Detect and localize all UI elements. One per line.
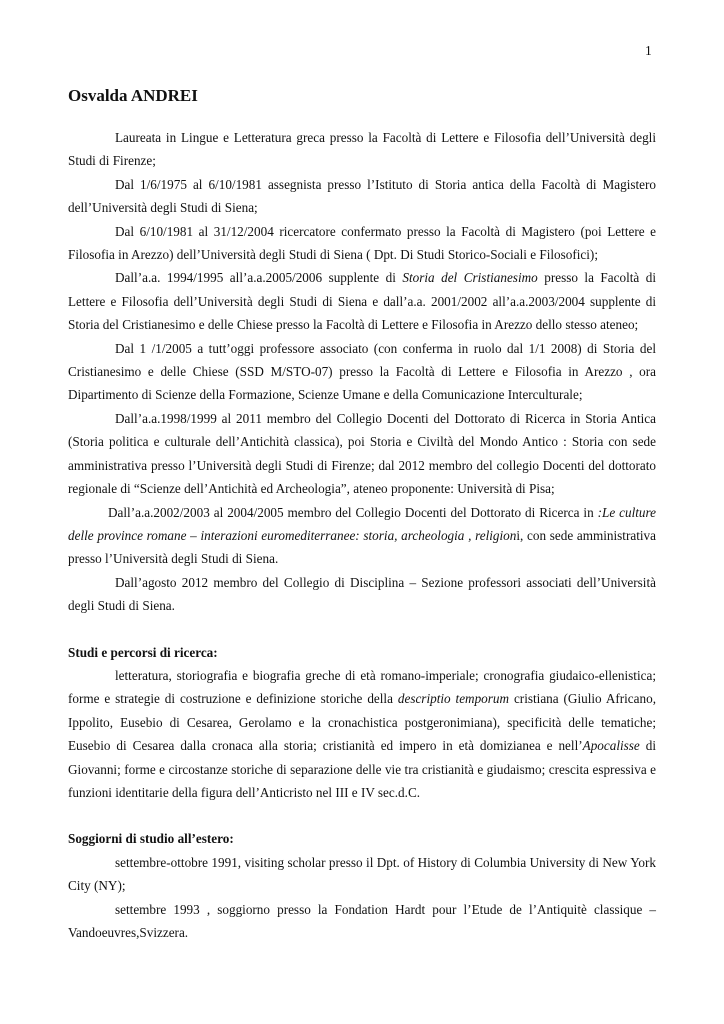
paragraph-text: di Giovanni; forme e circostanze storiche di separazione delle vie tra cristianità e giudaismo; crescita espressiva e funzioni identitarie della figura dell’Anticristo nel III e IV sec.d.C. <box>68 738 656 800</box>
paragraph-ricercatore: Dal 6/10/1981 al 31/12/2004 ricercatore confermato presso la Facoltà di Magistero (poi Lettere e Filosofia in Arezzo) dell’Università degli Studi di Siena ( Dpt. Di Studi Storico-Sociali e Filosofici); <box>68 223 656 263</box>
italic-term: descriptio temporum <box>397 691 510 707</box>
paragraph-research <box>68 664 656 804</box>
italic-term: Apocalisse <box>582 738 640 754</box>
page-number: 1 <box>645 43 652 58</box>
paragraph-supplente <box>68 266 656 336</box>
paragraph-text: i, con sede amministrativa presso l’Università degli Studi di Siena. <box>68 527 656 567</box>
paragraph-text: Dall’a.a. 1994/1995 all’a.a.2005/2006 supplente di <box>115 270 403 286</box>
section-heading-soggiorni: Soggiorni di studio all’estero: <box>68 831 234 847</box>
paragraph-columbia: settembre-ottobre 1991, visiting scholar presso il Dpt. of History di Columbia University di New York City (NY); <box>68 854 656 894</box>
italic-doctorate-title: :Le culture delle province romane – interazioni euromediterranee: storia, archeologia , religion <box>68 504 656 543</box>
italic-course-title: Storia del Cristianesimo <box>402 270 538 286</box>
paragraph-hardt: settembre 1993 , soggiorno presso la Fondation Hardt pour l’Etude de l’Antiquitè classique – Vandoeuvres,Svizzera. <box>68 901 656 940</box>
spacer <box>68 804 656 827</box>
paragraph-assegnista: Dal 1/6/1975 al 6/10/1981 assegnista presso l’Istituto di Storia antica della Facoltà di Magistero dell’Università degli Studi di Siena; <box>68 176 656 216</box>
paragraph-degree: Laureata in Lingue e Letteratura greca presso la Facoltà di Lettere e Filosofia dell’Università degli Studi di Firenze; <box>68 130 656 169</box>
author-name: Osvalda ANDREI <box>68 86 198 105</box>
document-body <box>68 86 656 944</box>
paragraph-professore: Dal 1 /1/2005 a tutt’oggi professore associato (con conferma in ruolo dal 1/1 2008) di Storia del Cristianesimo e delle Chiese (SSD M/STO-07) presso la Facoltà di Lettere e Filosofia in Arezzo , ora Dipartimento di Scienze della Formazione, Scienze Umane e della Comunicazione Interculturale; <box>68 340 656 403</box>
paragraph-collegio-disciplina: Dall’agosto 2012 membro del Collegio di Disciplina – Sezione professori associati dell’Università degli Studi di Siena. <box>68 574 656 614</box>
paragraph-text: cristiana (Giulio Africano, Ippolito, Eusebio di Cesarea, Gerolamo e la cronachistica postgeronimiana), specificità delle tematiche; Eusebio di Cesarea dalla cronaca alla storia; cristianità ed impero in età domizianea e nell’ <box>68 691 656 754</box>
paragraph-text: Dall’a.a.2002/2003 al 2004/2005 membro del Collegio Docenti del Dottorato di Ricerca in <box>108 504 598 520</box>
paragraph-text: presso la Facoltà di Lettere e Filosofia dell’Università degli Studi di Siena e dall’a.a. 2001/2002 all’a.a.2003/2004 supplente di Storia del Cristianesimo e delle Chiese presso la Facoltà di Lettere e Filosofia in Arezzo dello stesso ateneo; <box>68 270 656 333</box>
spacer <box>68 618 656 641</box>
paragraph-dottorato-storia: Dall’a.a.1998/1999 al 2011 membro del Collegio Docenti del Dottorato di Ricerca in Storia Antica (Storia politica e culturale dell’Antichità classica), poi Storia e Civiltà del Mondo Antico : Storia con sede amministrativa presso l’Università degli Studi di Firenze; dal 2012 membro del collegio Docenti del dottorato regionale di “Scienze dell’Antichità ed Archeologia”, ateneo proponente: Università di Pisa; <box>68 410 656 497</box>
section-heading-studi: Studi e percorsi di ricerca: <box>68 644 218 660</box>
paragraph-text: letteratura, storiografia e biografia greche di età romano-imperiale; cronografia giudaico-ellenistica; forme e strategie di costruzione e definizione storiche della <box>68 667 656 707</box>
paragraph-dottorato-culture <box>68 501 656 571</box>
